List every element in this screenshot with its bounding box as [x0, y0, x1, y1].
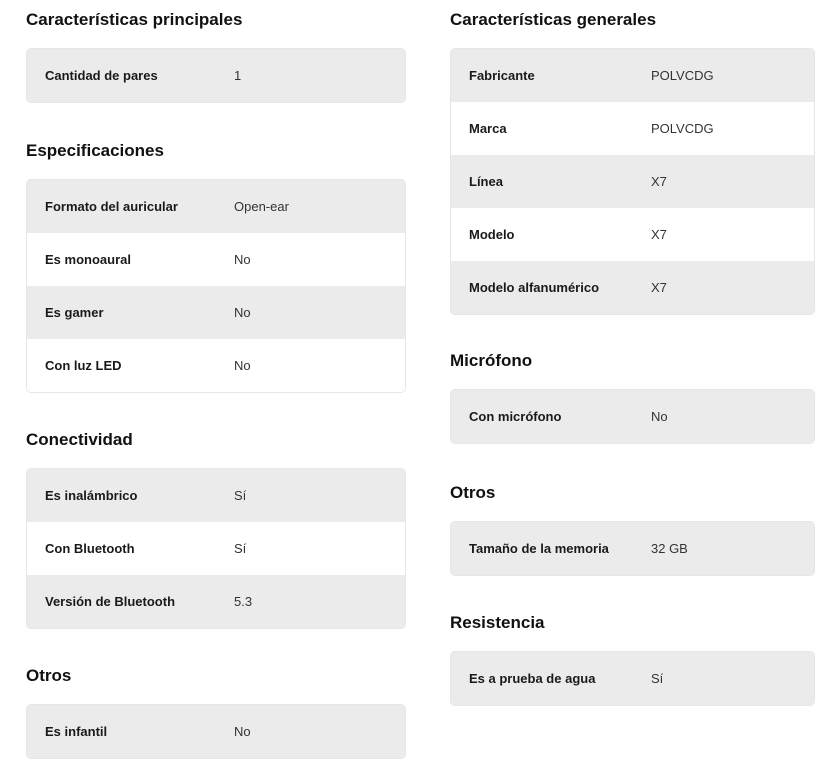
spec-value: Sí: [651, 671, 664, 686]
spec-label: Con luz LED: [45, 358, 122, 373]
spec-label: Es inalámbrico: [45, 488, 138, 503]
spec-value: POLVCDG: [651, 121, 714, 136]
spec-row: [27, 49, 405, 102]
spec-table: [450, 389, 815, 444]
section-title: Características principales: [26, 10, 243, 29]
spec-table: [26, 179, 406, 393]
spec-table: [26, 468, 406, 629]
spec-label: Es infantil: [45, 724, 108, 739]
spec-row: [27, 522, 405, 575]
spec-value: No: [234, 358, 251, 373]
spec-row: [27, 286, 405, 339]
spec-row: [451, 652, 814, 705]
spec-row: [27, 233, 405, 286]
spec-label: Cantidad de pares: [45, 68, 158, 83]
spec-value: Sí: [234, 488, 247, 503]
spec-label: Modelo alfanumérico: [469, 280, 600, 295]
spec-label: Es monoaural: [45, 252, 131, 267]
spec-row: [27, 469, 405, 522]
spec-table: [26, 704, 406, 759]
spec-value: POLVCDG: [651, 68, 714, 83]
spec-label: Con micrófono: [469, 409, 562, 424]
section-title: Conectividad: [26, 430, 133, 449]
spec-value: No: [651, 409, 668, 424]
spec-label: Marca: [469, 121, 507, 136]
spec-value: X7: [651, 280, 667, 295]
spec-value: 1: [234, 68, 242, 83]
spec-value: No: [234, 252, 251, 267]
spec-row: [451, 522, 814, 575]
spec-table: [26, 48, 406, 103]
spec-value: Sí: [234, 541, 247, 556]
spec-label: Es a prueba de agua: [469, 671, 596, 686]
spec-label: Línea: [469, 174, 503, 189]
spec-table: [450, 48, 815, 315]
spec-label: Versión de Bluetooth: [45, 594, 176, 609]
spec-table: [450, 521, 815, 576]
spec-row: [27, 705, 405, 758]
spec-value: No: [234, 305, 251, 320]
spec-label: Formato del auricular: [45, 199, 178, 214]
spec-value: 5.3: [234, 594, 253, 609]
spec-row: [451, 208, 814, 261]
spec-row: [451, 49, 814, 102]
spec-label: Tamaño de la memoria: [469, 541, 609, 556]
section-title: Otros: [26, 666, 72, 685]
spec-row: [451, 390, 814, 443]
section-title: Micrófono: [450, 351, 533, 370]
spec-label: Con Bluetooth: [45, 541, 135, 556]
spec-row: [27, 575, 405, 628]
spec-row: [451, 102, 814, 155]
spec-row: [451, 155, 814, 208]
section-title: Resistencia: [450, 613, 545, 632]
section-title: Características generales: [450, 10, 657, 29]
spec-label: Fabricante: [469, 68, 535, 83]
spec-label: Modelo: [469, 227, 515, 242]
section-title: Otros: [450, 483, 496, 502]
spec-value: X7: [651, 174, 667, 189]
section-title: Especificaciones: [26, 141, 164, 160]
spec-value: Open-ear: [234, 199, 289, 214]
spec-row: [27, 180, 405, 233]
spec-table: [450, 651, 815, 706]
spec-row: [451, 261, 814, 314]
spec-row: [27, 339, 405, 392]
spec-value: 32 GB: [651, 541, 688, 556]
spec-value: X7: [651, 227, 667, 242]
spec-label: Es gamer: [45, 305, 104, 320]
spec-value: No: [234, 724, 251, 739]
